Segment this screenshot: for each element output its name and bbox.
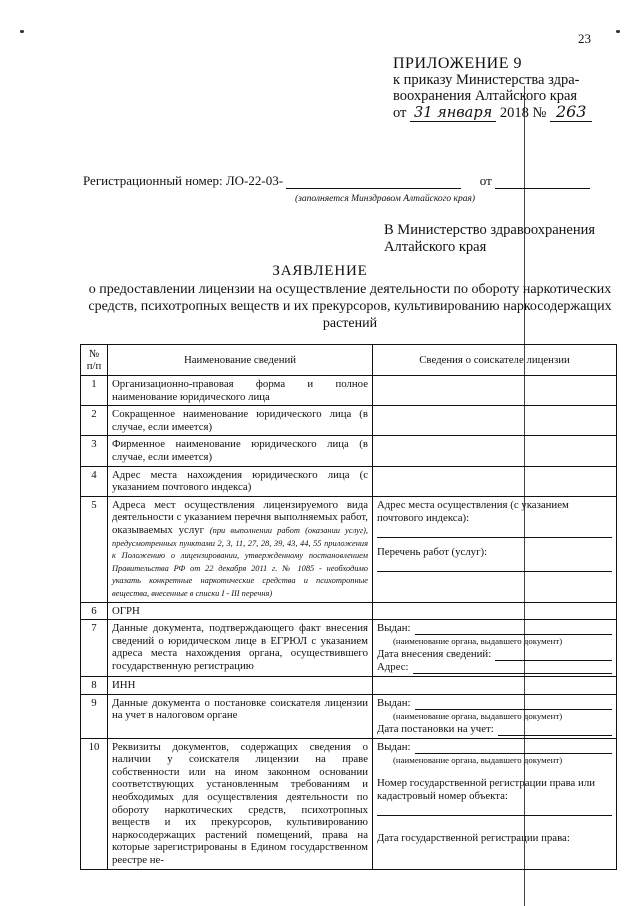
cadastral-number-label: Номер государственной регистрации права или кадастровый номер объекта:: [377, 776, 595, 802]
document-subtitle: о предоставлении лицензии на осуществление деятельности по обороту наркотических средств, психотропных веществ и их прекурсоров, культивированию наркосодержащих растений: [88, 282, 612, 331]
row-num: 10: [81, 738, 108, 869]
issued-field[interactable]: [415, 743, 612, 754]
issued-field[interactable]: [415, 699, 612, 710]
row-name: Организационно-правовая форма и полное наименование юридического лица: [108, 376, 373, 406]
scan-speck: [616, 30, 620, 33]
address-field[interactable]: [413, 663, 612, 674]
table-row: [81, 406, 617, 436]
row-name: ОГРН: [108, 602, 373, 620]
address-label: Адрес места осуществления (с указанием почтового индекса):: [377, 498, 569, 524]
address-label: Адрес:: [377, 661, 409, 674]
row-name: ИНН: [108, 677, 373, 695]
issued-label: Выдан:: [377, 622, 411, 635]
row-value-cell: [373, 496, 617, 602]
issued-label: Выдан:: [377, 740, 411, 753]
row-name: Сокращенное наименование юридического лица (в случае, если имеется): [108, 406, 373, 436]
row-num: 1: [81, 376, 108, 406]
registration-row: [83, 173, 613, 189]
row-num: 6: [81, 602, 108, 620]
scan-speck: [20, 30, 24, 33]
table-row: [81, 496, 617, 602]
row-value-field[interactable]: [373, 677, 617, 695]
row-num: 9: [81, 694, 108, 738]
date-year: 2018 №: [499, 105, 547, 121]
row-num: 3: [81, 436, 108, 466]
registration-date-field[interactable]: [495, 175, 590, 189]
document-title: ЗАЯВЛЕНИЕ: [272, 263, 368, 279]
addressee-line-2: Алтайского края: [384, 239, 487, 255]
header-value: Сведения о соискателе лицензии: [373, 345, 617, 376]
table-row: [81, 376, 617, 406]
row-name: Реквизиты документов, содержащих сведения о наличии у соискателя лицензии на праве собственности или на ином законном основании соответствующих установленным требованиям и необходимых для осуществления деятельности по обороту наркотических средств, психотропных веществ и их прекурсоров, культивированию наркосодержащих растений помещений, права на которые зарегистрированы в Едином государственном реестре не-: [108, 738, 373, 869]
appendix-line-2: воохранения Алтайского края: [393, 88, 578, 104]
registration-number-field[interactable]: [286, 175, 461, 189]
table-row: [81, 436, 617, 466]
appendix-block: [393, 56, 623, 121]
address-field[interactable]: [377, 527, 612, 538]
table-row: [81, 694, 617, 738]
right-registration-date-label: Дата государственной регистрации права:: [377, 831, 570, 844]
table-row: [81, 620, 617, 677]
header-name: Наименование сведений: [108, 345, 373, 376]
row-value-field[interactable]: [373, 436, 617, 466]
row-name: Фирменное наименование юридического лица (в случае, если имеется): [108, 436, 373, 466]
row-num: 2: [81, 406, 108, 436]
row-name: Адреса мест осуществления лицензируемого вида деятельности с указанием перечня выполняемых работ, оказываемых услуг: [112, 498, 368, 536]
issued-note: (наименование органа, выдавшего документ): [393, 754, 563, 765]
appendix-title: ПРИЛОЖЕНИЕ 9: [393, 55, 523, 72]
row-num: 5: [81, 496, 108, 602]
row-name: Адрес места нахождения юридического лица (с указанием почтового индекса): [108, 466, 373, 496]
issued-label: Выдан:: [377, 696, 411, 709]
row-value-field[interactable]: [373, 406, 617, 436]
cadastral-number-field[interactable]: [377, 805, 612, 816]
page-number: 23: [578, 31, 591, 46]
row-value-cell: [373, 694, 617, 738]
row-value-field[interactable]: [373, 376, 617, 406]
row-name-cell: [108, 496, 373, 602]
row-num: 8: [81, 677, 108, 695]
works-label: Перечень работ (услуг):: [377, 545, 488, 558]
registration-date-label: Дата постановки на учет:: [377, 722, 494, 735]
table-row: [81, 738, 617, 869]
header-num: № п/п: [81, 345, 108, 376]
row-value-field[interactable]: [373, 602, 617, 620]
application-table: [80, 344, 617, 870]
row-note: (при выполнении работ (оказании услуг), предусмотренных пунктами 2, 3, 11, 27, 28, 39, 43, 44, 55 приложения к Положению о лицензировании, утвержденному постановлением Правительства РФ от 22 декабря 2011 г. № 1085 - необходимо указать конкретные наркотические средства и психотропные вещества, внесенные в списки I - III перечня): [112, 525, 369, 598]
issued-note: (наименование органа, выдавшего документ): [393, 636, 563, 647]
issued-note: (наименование органа, выдавшего документ): [393, 710, 563, 721]
table-header-row: [81, 345, 617, 376]
entry-date-field[interactable]: [495, 650, 612, 661]
entry-date-label: Дата внесения сведений:: [377, 648, 492, 661]
addressee: [384, 222, 614, 256]
registration-from-label: от: [479, 173, 492, 188]
row-value-field[interactable]: [373, 466, 617, 496]
registration-note: (заполняется Минздравом Алтайского края): [295, 194, 476, 204]
table-row: [81, 466, 617, 496]
row-name: Данные документа, подтверждающего факт внесения сведений о юридическом лице в ЕГРЮЛ с указанием адреса места нахождения органа, осуществившего государственную регистрацию: [108, 620, 373, 677]
row-value-cell: [373, 738, 617, 869]
appendix-line-1: к приказу Министерства здра-: [393, 72, 580, 88]
date-prefix: от: [393, 105, 407, 121]
handwritten-date: 31 января: [410, 105, 496, 122]
table-row: [81, 602, 617, 620]
row-name: Данные документа о постановке соискателя лицензии на учет в налоговом органе: [108, 694, 373, 738]
appendix-date-line: [393, 104, 623, 121]
row-value-cell: [373, 620, 617, 677]
row-num: 4: [81, 466, 108, 496]
handwritten-number: 263: [550, 102, 593, 122]
table-row: [81, 677, 617, 695]
addressee-line-1: В Министерство здравоохранения: [384, 222, 596, 238]
issued-field[interactable]: [415, 624, 612, 635]
works-field[interactable]: [377, 561, 612, 572]
registration-label: Регистрационный номер: ЛО-22-03-: [83, 173, 284, 188]
row-num: 7: [81, 620, 108, 677]
registration-date-field[interactable]: [498, 725, 612, 736]
